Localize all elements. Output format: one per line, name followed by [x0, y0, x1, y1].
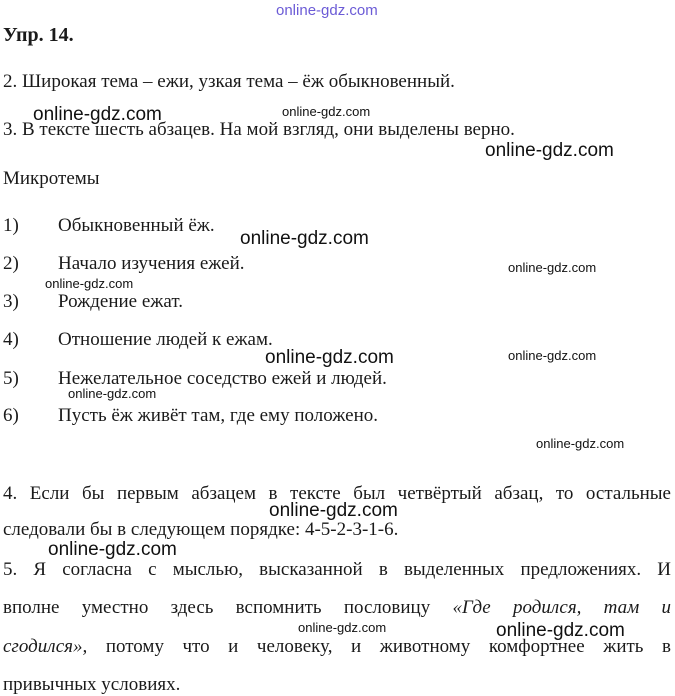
microthemes-heading: Микротемы — [3, 168, 100, 189]
item-text: Начало изучения ежей. — [58, 253, 245, 274]
item-number: 1) — [3, 215, 19, 236]
microtheme-item — [3, 405, 378, 427]
microtheme-item — [3, 291, 183, 313]
watermark: online-gdz.com — [68, 386, 157, 401]
item-text: Рождение ежат. — [58, 291, 183, 312]
site-watermark-top: online-gdz.com — [276, 2, 378, 19]
watermark: online-gdz.com — [508, 260, 597, 275]
proverb-quote: сгодился», — [3, 636, 88, 657]
paragraph-5-line-4: привычных условиях. — [3, 674, 181, 695]
watermark: online-gdz.com — [496, 620, 625, 641]
microtheme-item — [3, 368, 387, 390]
watermark: online-gdz.com — [536, 436, 625, 451]
watermark: online-gdz.com — [269, 500, 398, 521]
item-text: Пусть ёж живёт там, где ему положено. — [58, 405, 378, 426]
item-text: Обыкновенный ёж. — [58, 215, 215, 236]
paragraph-4-line-1: 4. Если бы первым абзацем в тексте был четвёртый абзац, то остальные — [3, 483, 671, 504]
watermark: online-gdz.com — [485, 140, 614, 161]
item-text: Нежелательное соседство ежей и людей. — [58, 368, 387, 389]
item-number: 2) — [3, 253, 19, 274]
exercise-title: Упр. 14. — [3, 24, 74, 46]
microtheme-item — [3, 215, 215, 237]
watermark: online-gdz.com — [508, 348, 597, 363]
watermark: online-gdz.com — [48, 539, 177, 560]
watermark: online-gdz.com — [33, 104, 162, 125]
watermark: online-gdz.com — [240, 228, 369, 249]
paragraph-5-line-2 — [3, 597, 671, 619]
proverb-quote: «Где родился, там и — [452, 597, 671, 618]
microtheme-item — [3, 329, 273, 351]
item-number: 5) — [3, 368, 19, 389]
item-number: 6) — [3, 405, 19, 426]
paragraph-5-text: потому что и человеку, и животному комфортнее жить в — [105, 636, 671, 657]
paragraph-4-line-2: следовали бы в следующем порядке: 4-5-2-3-1-6. — [3, 519, 399, 540]
watermark: online-gdz.com — [45, 276, 134, 291]
paragraph-3: 3. В тексте шесть абзацев. На мой взгляд, они выделены верно. — [3, 119, 515, 140]
watermark: online-gdz.com — [282, 104, 371, 119]
item-text: Отношение людей к ежам. — [58, 329, 273, 350]
watermark: online-gdz.com — [265, 347, 394, 368]
item-number: 3) — [3, 291, 19, 312]
microtheme-item — [3, 253, 245, 275]
watermark: online-gdz.com — [298, 620, 387, 635]
paragraph-2: 2. Широкая тема – ежи, узкая тема – ёж обыкновенный. — [3, 71, 455, 92]
paragraph-5-text: вполне уместно здесь вспомнить пословицу — [3, 597, 431, 618]
paragraph-5-line-1: 5. Я согласна с мыслью, высказанной в выделенных предложениях. И — [3, 559, 671, 580]
item-number: 4) — [3, 329, 19, 350]
